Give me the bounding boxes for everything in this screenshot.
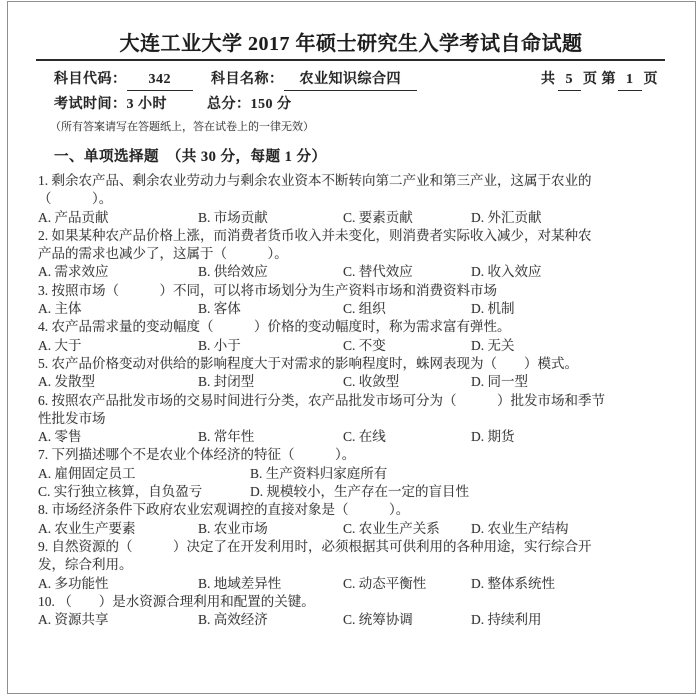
option-choice: B. 地域差异性: [198, 575, 282, 591]
option-choice: D. 收入效应: [471, 264, 542, 280]
page-title: 大连工业大学 2017 年硕士研究生入学考试自命试题: [119, 33, 583, 55]
subject-code-value: 342: [127, 70, 194, 91]
option-choice: D. 外汇贡献: [471, 209, 542, 225]
exam-content: [38, 0, 664, 629]
option-choice: A. 发散型: [38, 374, 95, 390]
question-stem-line: （ ）。: [38, 191, 113, 207]
option-choice: C. 农业生产关系: [343, 520, 440, 536]
page-count-group: [541, 70, 658, 91]
option-choice: A. 主体: [38, 301, 82, 317]
option-choice: A. 雇佣固定员工: [38, 465, 136, 481]
question-stem-line: 10. （ ）是水资源合理利用和配置的关键。: [38, 593, 315, 609]
option-row: [38, 611, 664, 629]
subject-name-label: 科目名称：: [211, 72, 284, 87]
option-choice: C. 统筹协调: [343, 612, 413, 628]
option-choice: A. 产品贡献: [38, 209, 109, 225]
option-choice: B. 小于: [198, 337, 241, 353]
question: [38, 501, 664, 538]
option-choice: B. 客体: [198, 301, 241, 317]
option-choice: C. 在线: [343, 429, 386, 445]
option-choice: A. 多功能性: [38, 575, 109, 591]
option-choice: C. 收敛型: [343, 374, 400, 390]
duration-value: 3 小时: [126, 97, 167, 112]
option-choice: D. 机制: [471, 301, 515, 317]
question-stem-line: 1. 剩余农产品、剩余农业劳动力与剩余农业资本不断转向第二产业和第三产业，这属于农业的: [38, 173, 592, 188]
option-choice: D. 持续利用: [471, 612, 542, 628]
option-row: [38, 465, 664, 483]
question-stem-line: 2. 如果某种农产品价格上涨，而消费者货币收入并未变化，则消费者实际收入减少，对某种农: [38, 227, 592, 243]
question-stem-line: 5. 农产品价格变动对供给的影响程度大于对需求的影响程度时，蛛网表现为（ ）模式。: [38, 355, 578, 371]
option-choice: B. 市场贡献: [198, 209, 268, 225]
section-heading: 一、单项选择题 （共 30 分，每题 1 分）: [54, 149, 327, 165]
option-choice: C. 要素贡献: [343, 209, 413, 225]
option-row: [38, 520, 664, 538]
option-row: [38, 209, 664, 227]
option-row: [38, 263, 664, 281]
question: [38, 593, 664, 630]
option-row: [38, 373, 664, 391]
subject-code-label: 科目代码：: [54, 72, 127, 87]
question-list: [38, 172, 664, 629]
pages-unit-2: 页: [643, 72, 658, 87]
total-score-value: 150 分: [250, 97, 292, 112]
total-score-label: 总分：: [207, 97, 251, 112]
question-stem-line: 性批发市场: [38, 410, 106, 426]
question: [38, 446, 664, 501]
option-choice: B. 供给效应: [198, 264, 268, 280]
title-divider: [36, 59, 665, 61]
option-choice: C. 实行独立核算，自负盈亏: [38, 484, 203, 500]
question: [38, 355, 664, 392]
option-row: [38, 575, 664, 593]
question-stem-line: 6. 按照农产品批发市场的交易时间进行分类，农产品批发市场可分为（ ）批发市场和季节: [38, 392, 605, 408]
option-choice: D. 无关: [471, 337, 515, 353]
option-choice: A. 需求效应: [38, 264, 109, 280]
option-choice: C. 不变: [343, 337, 386, 353]
question-stem-line: 7. 下列描述哪个不是农业个体经济的特征（ ）。: [38, 447, 356, 463]
option-choice: A. 农业生产要素: [38, 520, 136, 536]
option-choice: B. 封闭型: [198, 374, 255, 390]
question: [38, 227, 664, 282]
meta-row-1: [38, 70, 664, 91]
option-choice: A. 大于: [38, 337, 82, 353]
option-choice: A. 资源共享: [38, 612, 109, 628]
question: [38, 318, 664, 355]
pages-total-value: 5: [558, 70, 582, 91]
option-row: [38, 300, 664, 318]
question-stem-line: 产品的需求也减少了，这属于（ ）。: [38, 246, 288, 262]
option-choice: A. 零售: [38, 429, 82, 445]
duration-label: 考试时间：: [54, 97, 127, 112]
option-choice: B. 高效经济: [198, 612, 268, 628]
option-choice: C. 组织: [343, 301, 386, 317]
option-choice: D. 整体系统性: [471, 575, 555, 591]
option-choice: B. 常年性: [198, 429, 255, 445]
page-current-label: 第: [601, 72, 616, 87]
question-stem-line: 9. 自然资源的（ ）决定了在开发利用时，必须根据其可供利用的各种用途，实行综合开: [38, 538, 592, 554]
question-stem-line: 发，综合利用。: [38, 557, 133, 573]
question-stem-line: 4. 农产品需求量的变动幅度（ ）价格的变动幅度时，称为需求富有弹性。: [38, 319, 511, 335]
subject-name-value: 农业知识综合四: [284, 70, 418, 91]
answer-sheet-notice: （所有答案请写在答题纸上，答在试卷上的一律无效）: [50, 121, 314, 133]
option-choice: D. 农业生产结构: [471, 520, 569, 536]
option-row: [38, 337, 664, 355]
meta-row-2: [38, 95, 664, 115]
option-choice: B. 生产资料归家庭所有: [250, 465, 388, 481]
pages-total-label: 共: [541, 72, 556, 87]
page-current-value: 1: [618, 70, 642, 91]
question: [38, 172, 664, 227]
option-choice: D. 规模较小，生产存在一定的盲目性: [250, 484, 469, 500]
option-row: [38, 428, 664, 446]
option-choice: B. 农业市场: [198, 520, 268, 536]
question: [38, 282, 664, 319]
question: [38, 538, 664, 593]
option-row: [38, 483, 664, 501]
option-choice: D. 同一型: [471, 374, 528, 390]
pages-unit-1: 页: [583, 72, 598, 87]
option-choice: C. 动态平衡性: [343, 575, 427, 591]
option-choice: C. 替代效应: [343, 264, 413, 280]
question: [38, 392, 664, 447]
question-stem-line: 8. 市场经济条件下政府农业宏观调控的直接对象是（ ）。: [38, 502, 410, 518]
question-stem-line: 3. 按照市场（ ）不同，可以将市场划分为生产资料市场和消费资料市场: [38, 282, 497, 298]
option-choice: D. 期货: [471, 429, 515, 445]
